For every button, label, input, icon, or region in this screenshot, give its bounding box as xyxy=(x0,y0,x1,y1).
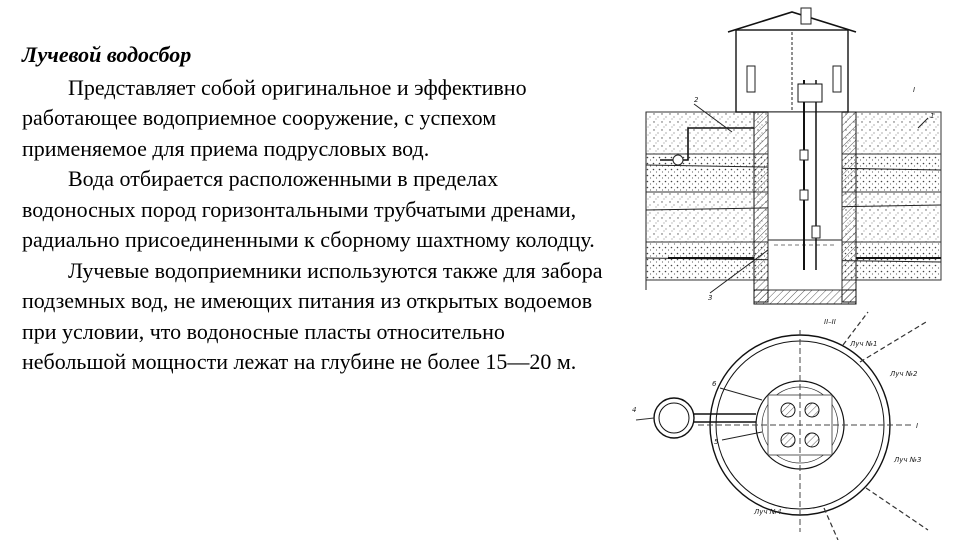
paragraph-2: Вода отбирается расположенными в пределах водоносных пород горизонтальными трубчатыми дренами, радиально присоединенными к сборному шахтному колодцу. xyxy=(22,166,595,252)
slide-title: Лучевой водосбор xyxy=(22,42,192,67)
paragraph-3: Лучевые водоприемники используются также для забора подземных вод, не имеющих питания из открытых водоемов при условии, что водоносные пласты относительно небольшой мощности лежат на глубине не более 15—20 м. xyxy=(22,257,603,374)
label-1: 1 xyxy=(930,112,935,120)
radial-collector-drawing xyxy=(628,0,960,540)
label-ray-4: Луч №4 xyxy=(754,508,782,516)
label-I-top: I xyxy=(913,86,916,94)
plan-view xyxy=(636,312,928,540)
section-view xyxy=(646,8,941,304)
label-5: 5 xyxy=(714,438,719,446)
label-6: 6 xyxy=(712,380,717,388)
label-ray-1: Луч №1 xyxy=(850,340,878,348)
text-block xyxy=(22,40,612,378)
label-ray-2: Луч №2 xyxy=(890,370,918,378)
label-3: 3 xyxy=(708,294,713,302)
label-ray-3: Луч №3 xyxy=(894,456,922,464)
label-2: 2 xyxy=(694,96,699,104)
paragraph-1: Представляет собой оригинальное и эффективно работающее водоприемное сооружение, с успехом применяемое для приема подрусловых вод. xyxy=(22,74,527,161)
label-section: II–II xyxy=(824,318,836,326)
label-I-plan: I xyxy=(916,422,919,430)
label-4: 4 xyxy=(632,406,637,414)
